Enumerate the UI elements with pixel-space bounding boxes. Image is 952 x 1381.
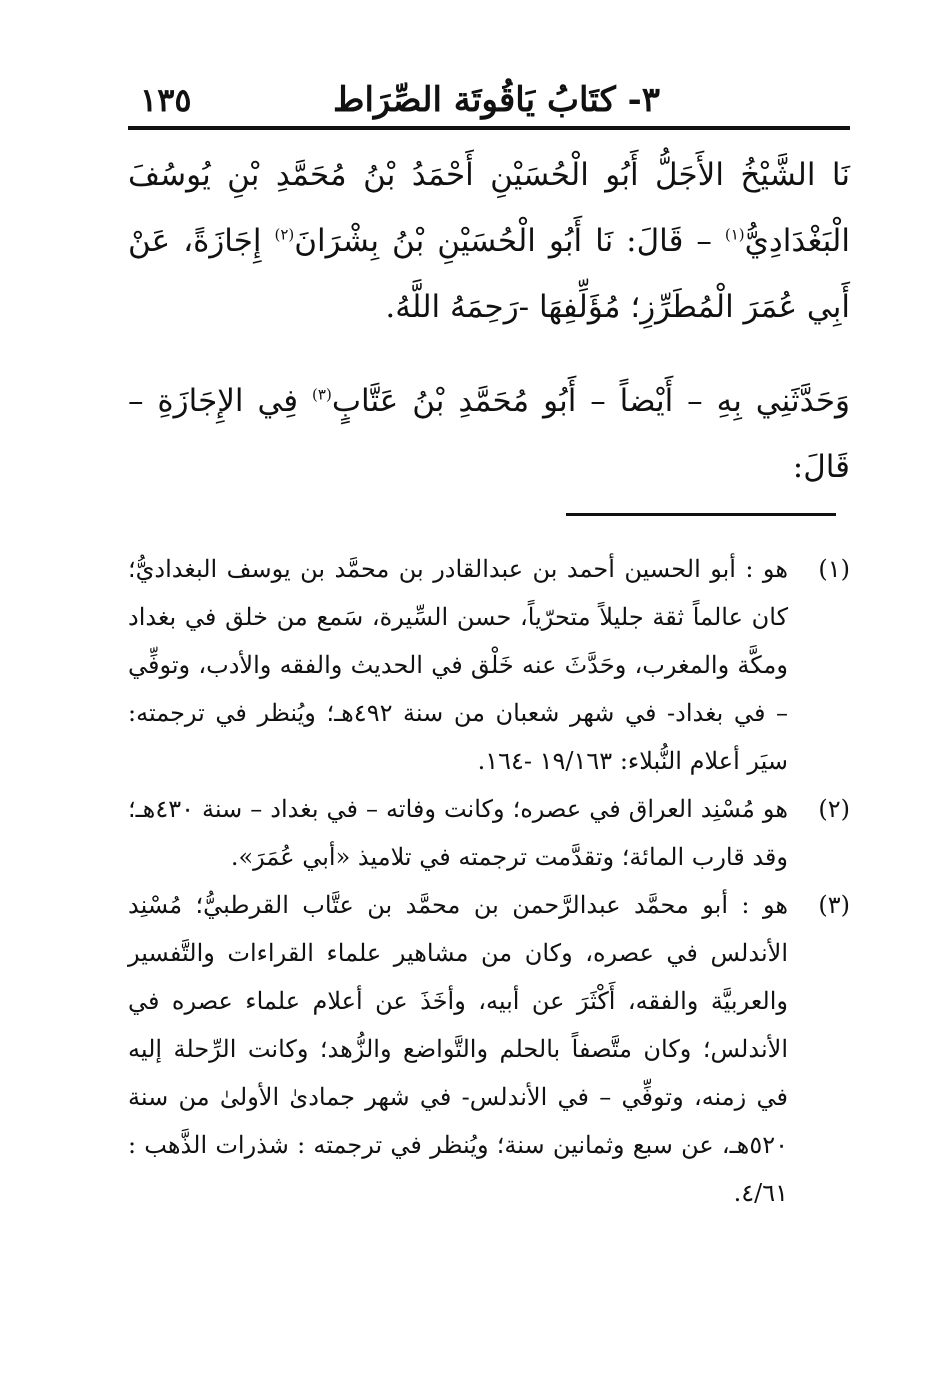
footnote-text: هو : أبو محمَّد عبدالرَّحمن بن محمَّد بن عتَّاب القرطبيُّ؛ مُسْنِد الأندلس في عصره، وكان من مشاهير علماء القراءات والتَّفسير والعربيَّة والفقه، أَكْثَرَ عن أبيه، وأخَذَ عن أعلام علماء عصره في الأندلس؛ وكان متَّصفاً بالحلم والتَّواضع والزُّهد؛ وكانت الرِّحلة إليه في زمنه، وتوفِّي – في الأندلس- في شهر جمادىٰ الأولىٰ من سنة ٥٢٠هـ، عن سبع وثمانين سنة؛ ويُنظر في ترجمته : شذرات الذَّهب : ٤/٦١. <box>128 891 788 1207</box>
paragraph-2-part-b: فِي الإِجَازَةِ – قَالَ: <box>128 383 850 485</box>
main-text <box>128 142 850 500</box>
chapter-title: ٣- كتَابُ يَاقُوتَة الصِّرَاط <box>333 80 660 120</box>
footnote-ref-2: (٢) <box>274 225 295 244</box>
footnote-number: (٢) <box>818 795 850 823</box>
footnote-ref-3: (٣) <box>312 385 332 404</box>
page-number: ١٣٥ <box>140 81 192 119</box>
footnote-number: (٣) <box>818 891 850 919</box>
paragraph-1-part-b: – قَالَ: نَا أَبُو الْحُسَيْنِ بْنُ بِشْرَانَ <box>294 223 725 259</box>
footnote-divider <box>566 513 836 516</box>
footnotes <box>128 545 850 1217</box>
footnote-text: هو مُسْنِد العراق في عصره؛ وكانت وفاته – في بغداد – سنة ٤٣٠هـ؛ وقد قارب المائة؛ وتقدَّمت ترجمته في تلاميذ «أبي عُمَرَ». <box>128 795 788 871</box>
footnote-number: (١) <box>818 555 850 583</box>
footnote-ref-1: (١) <box>724 225 745 244</box>
running-header <box>128 72 850 132</box>
footnote-3 <box>128 881 850 1217</box>
footnote-2 <box>128 785 850 881</box>
footnote-text: هو : أبو الحسين أحمد بن عبدالقادر بن محمَّد بن يوسف البغداديُّ؛ كان عالماً ثقة جليلاً متحرّياً، حسن السِّيرة، سَمع من خلق في بغداد ومكَّة والمغرب، وحَدَّثَ عنه خَلْق في الحديث والفقه والأدب، وتوفِّي – في بغداد- في شهر شعبان من سنة ٤٩٢هـ؛ ويُنظر في ترجمته: سيَر أعلام النُّبلاء: ١٩/١٦٣ -١٦٤. <box>128 555 789 775</box>
header-divider <box>128 126 850 130</box>
footnote-1 <box>128 545 850 785</box>
paragraph-2-part-a: وَحَدَّثَنِي بِهِ – أَيْضاً – أَبُو مُحَمَّدِ بْنُ عَتَّابٍ <box>331 383 850 419</box>
paragraph-1-part-c: إِجَازَةً، عَنْ أَبِي عُمَرَ الْمُطَرِّزِ؛ مُؤَلِّفِهَا -رَحِمَهُ اللَّهُ. <box>128 223 850 325</box>
paragraph-2 <box>128 368 850 500</box>
paragraph-1 <box>128 142 850 340</box>
paragraph-1-part-a: نَا الشَّيْخُ الأَجَلُّ أَبُو الْحُسَيْنِ أَحْمَدُ بْنُ مُحَمَّدِ بْنِ يُوسُفَ الْبَغْدَادِيُّ <box>128 157 850 259</box>
